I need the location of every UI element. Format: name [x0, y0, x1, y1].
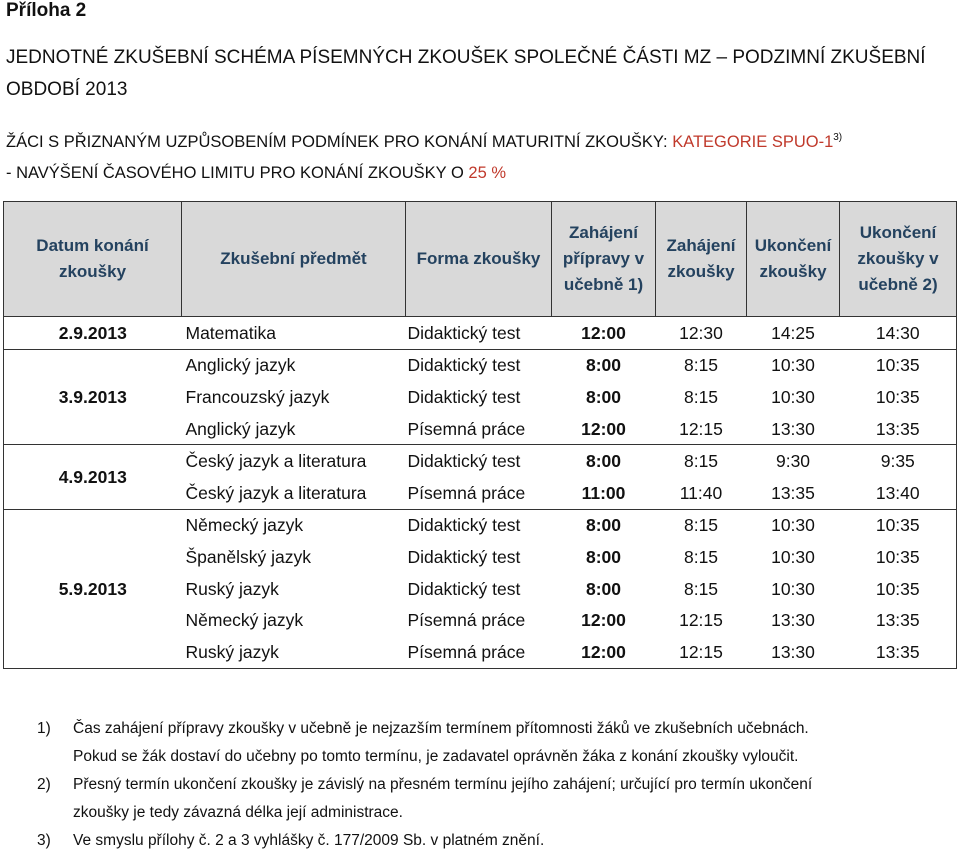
category-label: KATEGORIE SPUO-1	[672, 133, 834, 151]
prep-start-cell: 12:00	[552, 317, 656, 350]
room-end-cell: 10:35	[840, 349, 957, 381]
time-limit-text: - NAVÝŠENÍ ČASOVÉHO LIMITU PRO KONÁNÍ ZKOUŠKY O	[6, 164, 469, 182]
form-cell: Didaktický test	[407, 546, 521, 567]
exam-date-cell: 2.9.2013	[4, 317, 182, 350]
time-limit-percent: 25 %	[468, 164, 507, 182]
column-header-form: Forma zkoušky	[406, 202, 552, 317]
exam-end-cell: 10:30	[771, 578, 815, 599]
table-row	[4, 509, 957, 541]
prep-start-cell: 8:00	[552, 349, 656, 381]
subject-cell: Český jazyk a literatura	[185, 482, 367, 503]
form-cell: Písemná práce	[407, 482, 526, 503]
exam-start-cell: 12:15	[679, 641, 723, 662]
column-header-room-end: Ukončení zkoušky v učebně 2)	[840, 202, 957, 317]
table-body	[4, 317, 957, 669]
footnote	[37, 771, 952, 827]
footnote-text-line: Čas zahájení přípravy zkoušky v učebně je nejzazším termínem přítomnosti žáků ve zkušebních učebnách.	[73, 720, 809, 737]
category-footnote-ref: 3)	[833, 132, 843, 143]
footnote-text-line: Pokud se žák dostaví do učebny po tomto termínu, je zadavatel oprávněn žáka z konání zkoušky vyloučit.	[73, 748, 799, 765]
exam-end-cell: 10:30	[771, 546, 815, 567]
table-row	[4, 349, 957, 381]
column-header-date: Datum konání zkoušky	[4, 202, 182, 317]
exam-start-cell: 8:15	[683, 546, 719, 567]
prep-start-cell: 11:00	[581, 482, 626, 503]
subject-cell: Německý jazyk	[182, 509, 406, 541]
prep-start-cell: 8:00	[552, 445, 656, 477]
form-cell: Didaktický test	[406, 445, 552, 477]
subtitle-line-1	[6, 122, 954, 158]
subtitle-line-2	[6, 158, 954, 189]
prep-start-cell: 12:00	[581, 610, 626, 631]
exam-end-cell: 13:30	[771, 418, 815, 439]
exam-start-cell: 8:15	[683, 386, 719, 407]
subject-cell: Ruský jazyk	[185, 641, 279, 662]
form-cell: Písemná práce	[407, 641, 526, 662]
exam-end-cell: 14:25	[747, 317, 840, 350]
prep-start-cell: 12:00	[581, 418, 626, 439]
footnote	[37, 715, 952, 771]
room-end-cell: 9:35	[840, 445, 957, 477]
exam-end-cell: 10:30	[771, 386, 815, 407]
footnote-text-line: Přesný termín ukončení zkoušky je závislý na přesném termínu jejího zahájení; určující pro termín ukončení	[73, 776, 813, 793]
form-cell: Písemná práce	[407, 418, 526, 439]
exam-end-cell: 13:30	[771, 641, 815, 662]
room-end-cell: 10:35	[840, 509, 957, 541]
room-end-cell: 14:30	[840, 317, 957, 350]
prep-start-cell: 12:00	[581, 641, 626, 662]
exam-schedule-table	[3, 201, 957, 669]
exam-start-cell: 8:15	[656, 349, 747, 381]
document-title: JEDNOTNÉ ZKUŠEBNÍ SCHÉMA PÍSEMNÝCH ZKOUŠEK SPOLEČNÉ ČÁSTI MZ – PODZIMNÍ ZKUŠEBNÍ OBDOBÍ 2013	[6, 47, 926, 100]
form-cell: Didaktický test	[406, 509, 552, 541]
exam-end-cell: 10:30	[747, 509, 840, 541]
exam-end-cell: 10:30	[747, 349, 840, 381]
room-end-cell: 13:35	[840, 636, 957, 668]
table-header-row	[4, 202, 957, 317]
footnote-number: 2)	[37, 776, 51, 793]
exam-start-cell: 12:15	[679, 418, 723, 439]
room-end-cell: 13:35	[840, 413, 957, 445]
exam-start-cell: 8:15	[656, 509, 747, 541]
document-subtitle	[6, 122, 954, 189]
footnote-number: 1)	[37, 720, 51, 737]
exam-end-cell: 13:35	[771, 482, 815, 503]
subject-cell: Německý jazyk	[185, 610, 304, 631]
table-row	[4, 445, 957, 477]
subject-cell: Český jazyk a literatura	[182, 445, 406, 477]
room-end-cell: 10:35	[840, 541, 957, 573]
footnotes	[37, 715, 952, 855]
prep-start-cell: 8:00	[585, 546, 622, 567]
exam-date-cell: 5.9.2013	[4, 509, 182, 668]
room-end-cell: 10:35	[840, 381, 957, 413]
subject-cell: Francouzský jazyk	[185, 386, 330, 407]
column-header-exam-end: Ukončení zkoušky	[747, 202, 840, 317]
exam-start-cell: 12:15	[679, 610, 723, 631]
exam-start-cell: 11:40	[679, 482, 723, 503]
subject-cell: Ruský jazyk	[185, 578, 279, 599]
subject-cell: Španělský jazyk	[185, 546, 311, 567]
form-cell: Didaktický test	[407, 578, 521, 599]
exam-end-cell: 13:30	[771, 610, 815, 631]
room-end-cell: 13:35	[840, 604, 957, 636]
form-cell: Písemná práce	[407, 610, 526, 631]
prep-start-cell: 8:00	[552, 509, 656, 541]
prep-start-cell: 8:00	[585, 386, 622, 407]
footnote-number: 3)	[37, 832, 51, 849]
column-header-prep-start: Zahájení přípravy v učebně 1)	[552, 202, 656, 317]
footnote-text-line: Ve smyslu přílohy č. 2 a 3 vyhlášky č. 177/2009 Sb. v platném znění.	[73, 832, 545, 849]
subtitle-prefix: ŽÁCI S PŘIZNANÝM UZPŮSOBENÍM PODMÍNEK PRO KONÁNÍ MATURITNÍ ZKOUŠKY:	[6, 133, 673, 151]
exam-start-cell: 8:15	[683, 578, 719, 599]
appendix-label: Příloha 2	[6, 0, 87, 21]
exam-date-cell: 3.9.2013	[4, 349, 182, 445]
table-row	[4, 317, 957, 350]
form-cell: Didaktický test	[406, 349, 552, 381]
subject-cell: Anglický jazyk	[185, 418, 296, 439]
column-header-subject: Zkušební předmět	[182, 202, 406, 317]
exam-start-cell: 12:30	[656, 317, 747, 350]
exam-start-cell: 8:15	[656, 445, 747, 477]
exam-end-cell: 9:30	[747, 445, 840, 477]
subject-cell: Anglický jazyk	[182, 349, 406, 381]
footnote-text-line: zkoušky je tedy závazná délka její administrace.	[73, 804, 403, 821]
exam-date-cell: 4.9.2013	[4, 445, 182, 509]
subject-cell: Matematika	[182, 317, 406, 350]
form-cell: Didaktický test	[407, 386, 521, 407]
prep-start-cell: 8:00	[585, 578, 622, 599]
room-end-cell: 13:40	[840, 477, 957, 509]
form-cell: Didaktický test	[406, 317, 552, 350]
column-header-exam-start: Zahájení zkoušky	[656, 202, 747, 317]
room-end-cell: 10:35	[840, 573, 957, 605]
